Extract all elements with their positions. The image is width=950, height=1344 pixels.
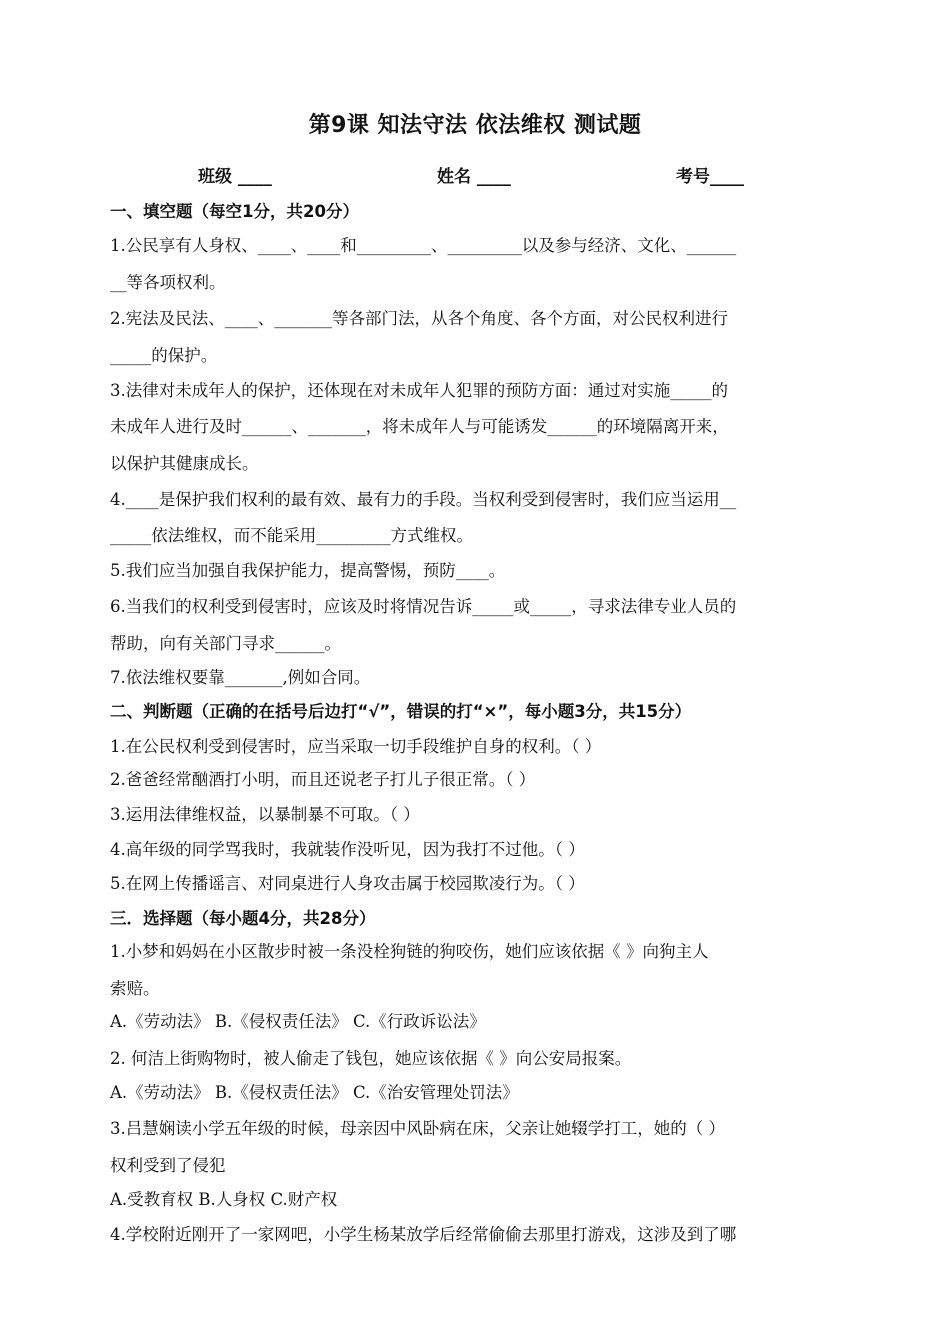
student-info-row	[0, 162, 950, 186]
question-line: 3.运用法律维权益，以暴制暴不可取。（ ）	[110, 805, 420, 824]
answer-options: A.受教育权 B.人身权 C.财产权	[110, 1190, 338, 1209]
question-line: 5.在网上传播谣言、对同桌进行人身攻击属于校园欺凌行为。（ ）	[110, 874, 585, 893]
question-line: _____依法维权，而不能采用_________方式维权。	[110, 526, 473, 545]
question-line: 未成年人进行及时______、_______，将未成年人与可能诱发______的环境隔离开来，	[110, 417, 729, 436]
question-line: 2.宪法及民法、____、_______等各部门法，从各个角度、各个方面，对公民权利进行	[110, 309, 728, 328]
question-line: 以保护其健康成长。	[110, 454, 259, 473]
question-line: 1.小梦和妈妈在小区散步时被一条没栓狗链的狗咬伤，她们应该依据《 》向狗主人	[110, 942, 709, 961]
question-line: 4.学校附近刚开了一家网吧，小学生杨某放学后经常偷偷去那里打游戏，这涉及到了哪	[110, 1225, 737, 1244]
question-line: 3.吕慧娴读小学五年级的时候，母亲因中风卧病在床，父亲让她辍学打工，她的（ ）	[110, 1119, 725, 1138]
section-heading-multiple-choice: 三．选择题（每小题4分，共28分）	[110, 909, 376, 928]
section-heading-fill-blank: 一、填空题（每空1分，共20分）	[110, 202, 359, 221]
question-line: 4.高年级的同学骂我时，我就装作没听见，因为我打不过他。（ ）	[110, 840, 585, 859]
question-line: 索赔。	[110, 979, 160, 998]
section-heading-true-false: 二、判断题（正确的在括号后边打“√”，错误的打“×”，每小题3分，共15分）	[110, 702, 692, 721]
answer-options: A.《劳动法》 B.《侵权责任法》 C.《行政诉讼法》	[110, 1012, 486, 1031]
question-line: 1.公民享有人身权、____、____和_________、_________以及参与经济、文化、______	[110, 236, 737, 255]
question-line: 6.当我们的权利受到侵害时，应该及时将情况告诉_____或_____，寻求法律专业人员的	[110, 597, 737, 616]
page-title: 第9课 知法守法 依法维权 测试题	[308, 113, 642, 138]
question-line: 3.法律对未成年人的保护，还体现在对未成年人犯罪的预防方面：通过对实施_____的	[110, 381, 728, 400]
question-line: 1.在公民权利受到侵害时，应当采取一切手段维护自身的权利。（ ）	[110, 737, 602, 756]
question-line: 帮助，向有关部门寻求______。	[110, 634, 341, 653]
class-field-label: 班级 ____	[198, 167, 272, 187]
question-line: 2.爸爸经常酗酒打小明，而且还说老子打儿子很正常。（ ）	[110, 770, 536, 789]
question-line: 4.____是保护我们权利的最有效、最有力的手段。当权利受到侵害时，我们应当运用__	[110, 490, 737, 509]
question-line: 7.依法维权要靠_______,例如合同。	[110, 668, 371, 687]
answer-options: A.《劳动法》 B.《侵权责任法》 C.《治安管理处罚法》	[110, 1083, 519, 1102]
id-field-label: 考号____	[676, 167, 744, 187]
question-line: 5.我们应当加强自我保护能力，提高警惕，预防____。	[110, 561, 506, 580]
question-line: __等各项权利。	[110, 273, 226, 292]
question-line: _____的保护。	[110, 346, 218, 365]
question-line: 权利受到了侵犯	[110, 1156, 226, 1175]
name-field-label: 姓名 ____	[437, 167, 511, 187]
question-line: 2. 何洁上街购物时，被人偷走了钱包，她应该依据《 》向公安局报案。	[110, 1049, 632, 1068]
